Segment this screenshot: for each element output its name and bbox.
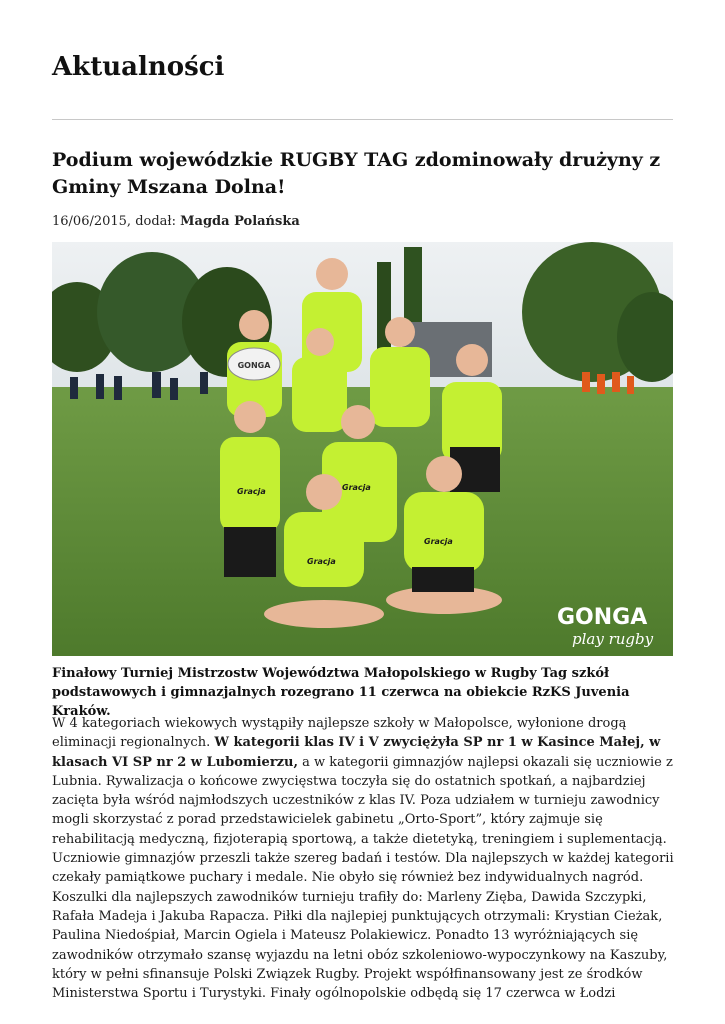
body-text: W 4 kategoriach wiekowych wystąpiły najlepsze szkoły w Małopolsce, wyłonione drogą eliminacji regionalnych. [52, 716, 627, 751]
jersey-text: Gracja [424, 537, 453, 546]
rugby-ball [228, 348, 280, 380]
section-title: Aktualności [52, 52, 225, 82]
gonga-logo [557, 605, 654, 648]
article-body [52, 714, 676, 1003]
jersey-text: Gracja [342, 483, 371, 492]
divider [52, 119, 673, 120]
article-lead: Finałowy Turniej Mistrzostw Województwa Małopolskiego w Rugby Tag szkół podstawowych i gimnazjalnych rozegrano 11 czerwca na obiekcie RzKS Juvenia Kraków. [52, 666, 630, 719]
jersey-text: Gracja [307, 557, 336, 566]
logo-text: GONGA [557, 605, 648, 630]
body-text-bold: W kategorii klas IV i V zwyciężyła SP nr 1 w Kasince Małej, w klasach VI SP nr 2 w Lubomierzu, [52, 735, 661, 770]
jersey-text: Gracja [237, 487, 266, 496]
body-text: a w kategorii gimnazjów najlepsi okazali się uczniowie z Lubnia. Rywalizacja o końcowe zwycięstwa toczyła się do ostatnich spotkań, a najbardziej zacięta była wśród najmłodszych uczestników z klas IV. Poza udziałem w turnieju zawodnicy mogli skorzystać z porad przedstawicielek gabinetu „Orto-Sport”, który zajmuje się rehabilitacją medyczną, fizjoterapią sportową, a także dietetyką, treningiem i suplementacją. Uczniowie gimnazjów przeszli także szereg badań i testów. Dla najlepszych w każdej kategorii czekały pamiątkowe puchary i medale. Nie obyło się również bez indywidualnych nagród. Koszulki dla najlepszych zawodników turnieju trafiły do: Marleny Zięba, Dawida Szczypki, Rafała Madeja i Jakuba Rapacza. Piłki dla najlepiej punktujących otrzymali: Krystian Cieżak, Paulina Niedośpiał, Marcin Ogiela i Mateusz Polakiewicz. Ponadto 13 wyróżniających się zawodników otrzymało szansę wyjazdu na letni obóz szkoleniowo-wypoczynkowy na Kaszuby, który w pełni sfinansuje Polski Związek Rugby. Projekt współfinansowany jest ze środków Ministerstwa Sportu i Turystyki. Finały ogólnopolskie odbędą się 17 czerwca w Łodzi [52, 754, 674, 1002]
article-title[interactable]: Podium wojewódzkie RUGBY TAG zdominowały drużyny z Gminy Mszana Dolna! [52, 149, 661, 198]
article-photo [52, 242, 673, 656]
article-meta [52, 214, 300, 229]
article-author[interactable]: Magda Polańska [180, 214, 300, 229]
logo-tagline: play rugby [572, 630, 654, 648]
article-date: 16/06/2015, dodał: [52, 214, 177, 229]
ball-brand: GONGA [237, 361, 271, 370]
